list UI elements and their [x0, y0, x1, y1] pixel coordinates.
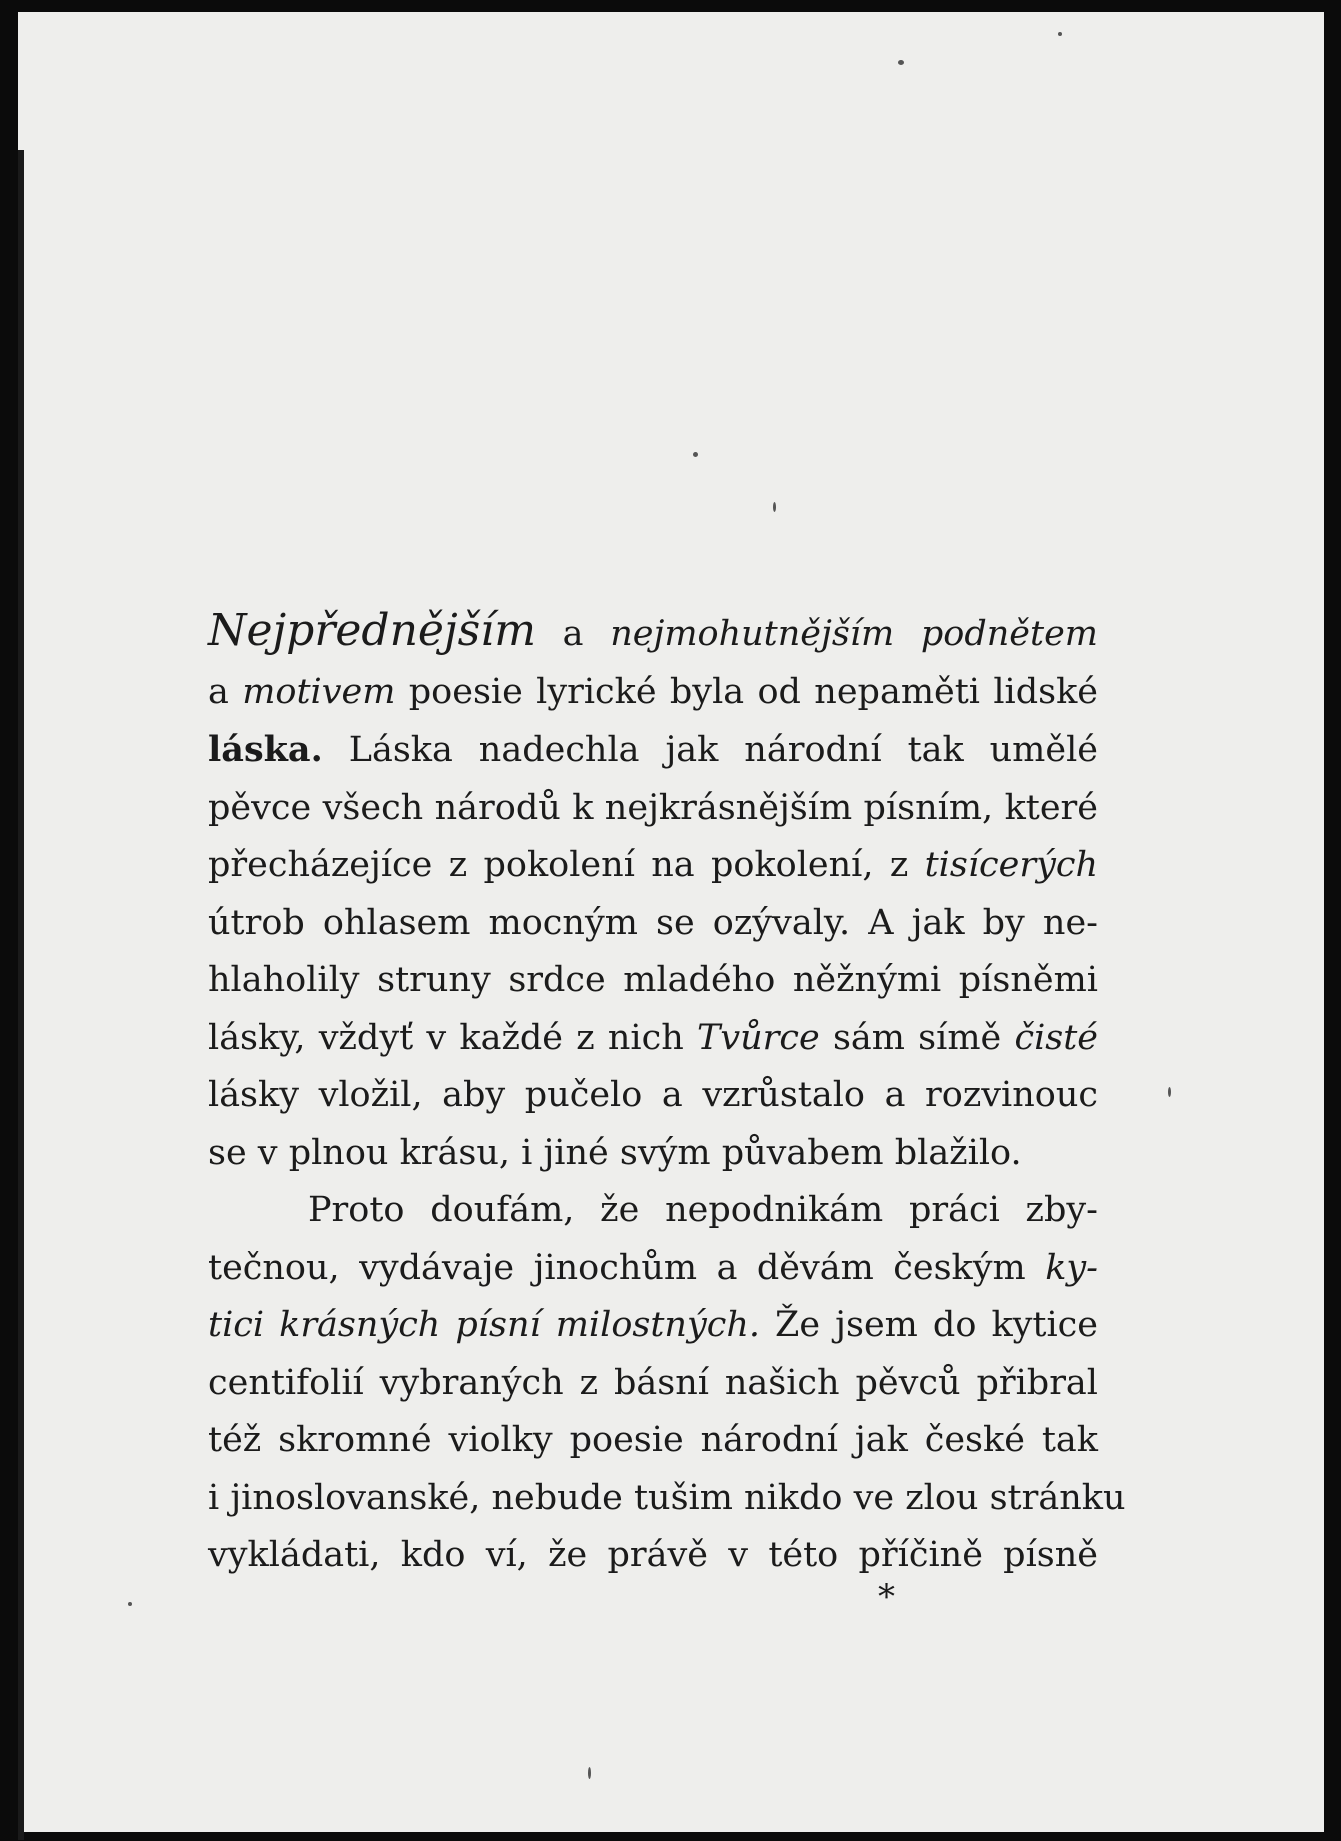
text-line	[208, 837, 1098, 895]
italic-phrase: čisté	[1014, 1017, 1099, 1058]
text-span: i jinoslovanské, nebude tušim nikdo ve zlou stránku	[208, 1477, 1126, 1518]
text-line	[208, 1297, 1098, 1355]
body-text	[208, 602, 1126, 1585]
text-span: centifolií vybraných z básní našich pěvců přibral	[208, 1362, 1098, 1403]
text-span: lásky vložil, aby pučelo a vzrůstalo a rozvinouc	[208, 1075, 1098, 1115]
text-line	[208, 895, 1098, 953]
text-span: pěvce všech národů k nejkrásnějším písním, které	[208, 787, 1098, 828]
text-span: Proto doufám, že nepodnikám práci zby-	[308, 1190, 1098, 1230]
text-span: lásky, vždyť v každé z nich	[208, 1017, 697, 1058]
text-span: též skromné violky poesie národní jak české tak	[208, 1420, 1098, 1460]
text-span: vykládati, kdo ví, že právě v této příčině písně	[208, 1535, 1098, 1575]
paragraph-1	[208, 602, 1098, 1182]
text-span: a	[208, 671, 243, 712]
text-line	[208, 952, 1098, 1010]
text-span: Láska nadechla jak národní tak umělé	[322, 730, 1098, 770]
signature-mark: *	[878, 1577, 895, 1617]
scan-border	[1324, 0, 1341, 1841]
italic-phrase: ky-	[1045, 1247, 1098, 1288]
text-span: útrob ohlasem mocným se ozývaly. A jak by ne-	[208, 902, 1098, 943]
paper-speck	[693, 452, 698, 457]
text-span: tečnou, vydávaje jinochům a děvám českým	[208, 1247, 1046, 1288]
text-span: a	[535, 614, 611, 654]
text-line	[208, 1010, 1098, 1068]
italic-phrase: Tvůrce	[697, 1017, 820, 1058]
italic-phrase: tici krásných písní milostných.	[208, 1305, 760, 1345]
text-line	[208, 780, 1098, 838]
paper-speck	[1168, 1087, 1171, 1097]
text-span: se v plnou krásu, i jiné svým půvabem blažilo.	[208, 1132, 1022, 1173]
paper-speck	[588, 1767, 591, 1779]
paper-speck	[128, 1602, 132, 1606]
text-line	[208, 1470, 1126, 1528]
text-line	[208, 1527, 1098, 1585]
text-line	[208, 1125, 1098, 1183]
scanned-page	[18, 12, 1324, 1832]
text-span: Že jsem do kytice	[760, 1305, 1098, 1345]
text-line	[208, 1067, 1098, 1125]
paper-speck	[898, 60, 904, 65]
italic-phrase: nejmohutnějším	[610, 614, 895, 654]
bold-word: láska.	[208, 729, 323, 770]
italic-phrase: motivem	[242, 671, 396, 712]
text-line	[208, 1355, 1098, 1413]
text-span: hlaholily struny srdce mladého něžnými písněmi	[208, 960, 1098, 1000]
text-line	[208, 721, 1098, 780]
italic-phrase: tisícerých	[924, 845, 1098, 885]
text-span	[894, 614, 921, 654]
text-line	[208, 602, 1098, 664]
binding-edge	[18, 150, 24, 1840]
italic-phrase: Nejpřednějším	[208, 605, 536, 656]
italic-phrase: podnětem	[920, 614, 1098, 654]
text-line	[208, 664, 1098, 722]
text-line	[208, 1182, 1098, 1240]
text-span: poesie lyrické byla od nepaměti lidské	[395, 671, 1098, 712]
text-span: přecházejíce z pokolení na pokolení, z	[208, 845, 925, 885]
text-span: sám símě	[819, 1017, 1015, 1058]
text-line	[208, 1240, 1098, 1298]
text-line	[208, 1412, 1098, 1470]
paper-speck	[773, 502, 776, 512]
paragraph-2	[208, 1182, 1126, 1585]
paper-speck	[1058, 32, 1062, 36]
